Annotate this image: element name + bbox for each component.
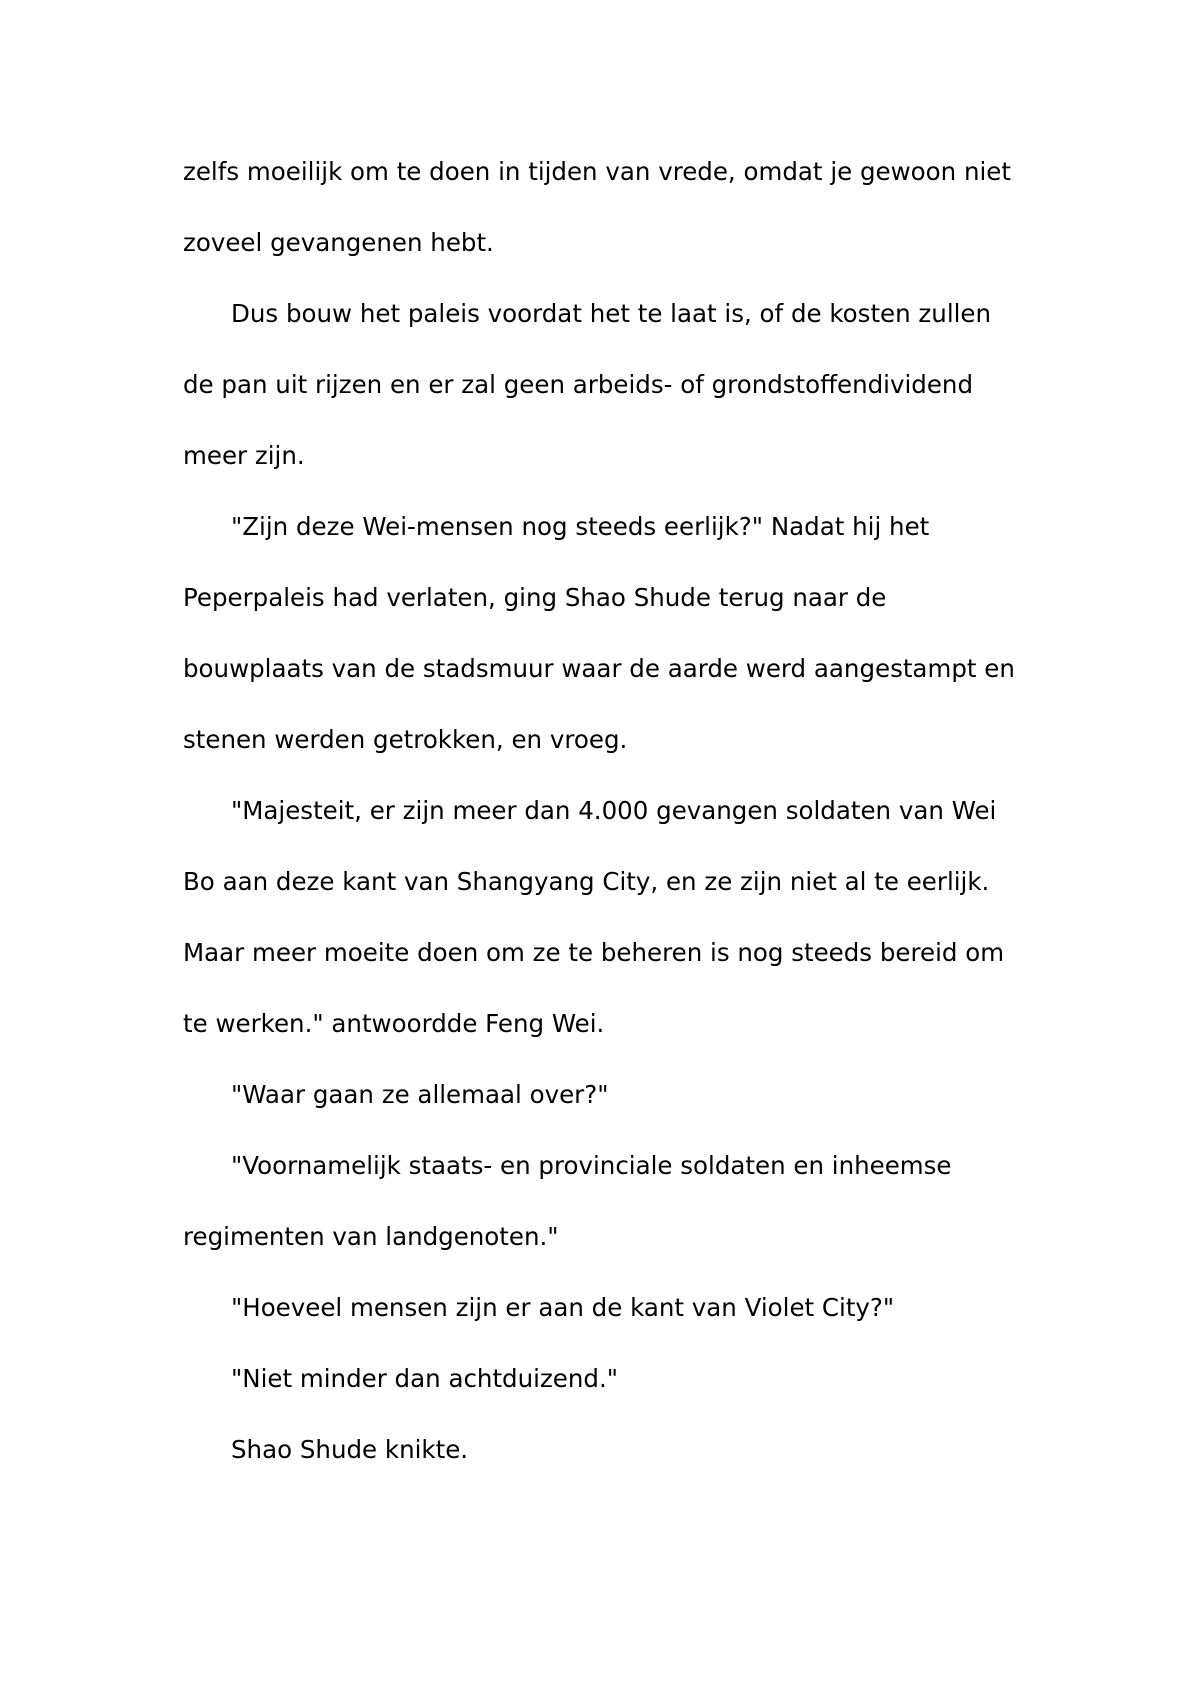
paragraph-start-line: "Hoeveel mensen zijn er aan de kant van Violet City?" xyxy=(231,1293,895,1322)
text-line: de pan uit rijzen en er zal geen arbeids- of grondstoffendividend xyxy=(183,370,973,399)
text-line: stenen werden getrokken, en vroeg. xyxy=(183,725,628,754)
paragraph-start-line: "Zijn deze Wei-mensen nog steeds eerlijk?" Nadat hij het xyxy=(231,512,930,541)
text-line: zelfs moeilijk om te doen in tijden van vrede, omdat je gewoon niet xyxy=(183,157,1011,186)
text-line: regimenten van landgenoten." xyxy=(183,1222,559,1251)
text-line: te werken." antwoordde Feng Wei. xyxy=(183,1009,605,1038)
text-line: bouwplaats van de stadsmuur waar de aarde werd aangestampt en xyxy=(183,654,1015,683)
paragraph-start-line: "Niet minder dan achtduizend." xyxy=(231,1364,619,1393)
paragraph-start-line: Dus bouw het paleis voordat het te laat is, of de kosten zullen xyxy=(231,299,992,328)
text-line: Peperpaleis had verlaten, ging Shao Shude terug naar de xyxy=(183,583,887,612)
paragraph-start-line: "Majesteit, er zijn meer dan 4.000 gevangen soldaten van Wei xyxy=(231,796,997,825)
paragraph-start-line: "Waar gaan ze allemaal over?" xyxy=(231,1080,609,1109)
paragraph-start-line: "Voornamelijk staats- en provinciale soldaten en inheemse xyxy=(231,1151,952,1180)
text-line: Maar meer moeite doen om ze te beheren is nog steeds bereid om xyxy=(183,938,1005,967)
paragraph-start-line: Shao Shude knikte. xyxy=(231,1435,469,1464)
text-line: Bo aan deze kant van Shangyang City, en ze zijn niet al te eerlijk. xyxy=(183,867,990,896)
text-line: meer zijn. xyxy=(183,441,305,470)
text-line: zoveel gevangenen hebt. xyxy=(183,228,494,257)
body-text xyxy=(183,136,1043,1485)
